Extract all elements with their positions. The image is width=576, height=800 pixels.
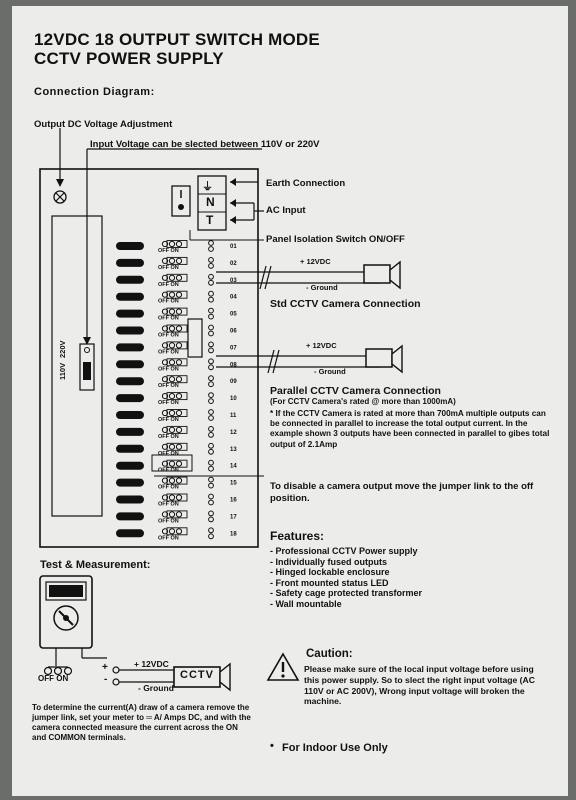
- jumper-link: [167, 291, 187, 298]
- arrow-left-icon: [230, 199, 236, 207]
- jumper-link: [167, 393, 187, 400]
- terminal-screw: [209, 348, 214, 353]
- output-number: 03: [230, 277, 237, 284]
- fuse-13: [116, 445, 144, 453]
- fuse-14: [116, 462, 144, 470]
- jumper-pin: [169, 241, 174, 246]
- output-number: 07: [230, 345, 237, 352]
- feature-item: - Individually fused outputs: [270, 556, 387, 567]
- jumper-pin: [176, 343, 181, 348]
- terminal-screw: [209, 483, 214, 488]
- off-on-label: OFF ON: [158, 332, 179, 339]
- output-number: 01: [230, 244, 237, 250]
- terminal-screw: [209, 443, 214, 448]
- terminal-earth: ⏚: [202, 181, 213, 193]
- jumper-pin: [169, 444, 174, 449]
- jumper-pin: [176, 377, 181, 382]
- test-off-on-label: OFF ON: [38, 674, 69, 683]
- terminal-screw: [209, 247, 214, 252]
- jumper-pin: [169, 326, 174, 331]
- fuse-01: [116, 242, 144, 250]
- fuse-02: [116, 259, 144, 267]
- output-number: 11: [230, 413, 237, 419]
- jumper-pin: [176, 394, 181, 399]
- jumper-pin: [169, 377, 174, 382]
- jumper-pin: [176, 258, 181, 263]
- jumper-pin: [176, 275, 181, 280]
- output-number: 18: [230, 531, 237, 538]
- jumper-pin: [169, 275, 174, 280]
- off-on-label: OFF ON: [158, 467, 179, 474]
- jumper-link: [167, 511, 187, 518]
- terminal-t: T: [206, 213, 214, 227]
- jumper-pin: [169, 495, 174, 500]
- output-number: 08: [230, 362, 237, 369]
- fuse-03: [116, 276, 144, 284]
- panel-switch-label: Panel Isolation Switch ON/OFF: [266, 234, 405, 245]
- output-number: 12: [230, 429, 237, 436]
- jumper-pin: [176, 495, 181, 500]
- camera-icon: [364, 265, 390, 283]
- jumper-link: [167, 325, 187, 332]
- off-on-label: OFF ON: [158, 383, 179, 390]
- jumper-link: [167, 274, 187, 281]
- jumper-link: [167, 410, 187, 417]
- jumper-link: [167, 528, 187, 535]
- output-number: 02: [230, 260, 237, 267]
- arrow-down-icon: [56, 179, 64, 187]
- jumper-pin: [169, 427, 174, 432]
- jumper-pin: [176, 512, 181, 517]
- test-12v-label: + 12VDC: [134, 659, 169, 669]
- fuse-16: [116, 496, 144, 504]
- fuse-08: [116, 360, 144, 368]
- jumper-pin: [176, 326, 181, 331]
- jumper-pin: [169, 512, 174, 517]
- fuse-10: [116, 394, 144, 402]
- terminal-screw: [209, 393, 214, 398]
- jumper-pin: [176, 529, 181, 534]
- jumper-pin: [169, 394, 174, 399]
- terminal-screw: [209, 241, 214, 246]
- feature-item: - Front mounted status LED: [270, 577, 389, 588]
- jumper-link: [167, 257, 187, 264]
- terminal-screw: [209, 517, 214, 522]
- parallel-note: * If the CCTV Camera is rated at more than 700mA multiple outputs can be connected in parallel to increase the total output current. In the example shown 3 outputs have been connected in parallel to gibes total output of 2.1Amp: [270, 409, 550, 449]
- output-number: 06: [230, 328, 237, 335]
- test-plus: +: [102, 662, 108, 673]
- terminal-screw: [209, 511, 214, 516]
- fuse-17: [116, 512, 144, 520]
- jumper-pin: [176, 309, 181, 314]
- fuse-04: [116, 293, 144, 301]
- jumper-link: [167, 308, 187, 315]
- off-on-label: OFF ON: [158, 417, 179, 423]
- fuse-05: [116, 310, 144, 318]
- output-number: 17: [230, 514, 237, 521]
- terminal-screw: [209, 410, 214, 415]
- indoor-marker: •: [270, 740, 274, 752]
- parallel-subtitle: (For CCTV Camera's rated @ more than 1000mA): [270, 397, 456, 406]
- terminal-screw: [209, 382, 214, 387]
- off-on-label: OFF ON: [158, 484, 179, 491]
- jumper-pin: [176, 360, 181, 365]
- terminal-screw: [209, 460, 214, 465]
- terminal-screw: [209, 274, 214, 279]
- parallel-ground-label: - Ground: [314, 367, 346, 376]
- off-on-label: OFF ON: [158, 366, 179, 373]
- fuse-18: [116, 529, 144, 537]
- instruction-sheet: [12, 6, 568, 796]
- terminal-screw: [209, 280, 214, 285]
- off-on-label: OFF ON: [158, 248, 179, 254]
- output-number: 16: [230, 497, 237, 504]
- test-instructions: To determine the current(A) draw of a camera remove the jumper link, set your meter to ═ A/ Amps DC, and with the camera connected measure the current across the ON and COMMON terminals.: [32, 703, 251, 742]
- jumper-pin: [169, 258, 174, 263]
- warning-icon: [266, 652, 300, 682]
- terminal-screw: [209, 376, 214, 381]
- terminal-screw: [209, 427, 214, 432]
- diagram-heading: Connection Diagram:: [34, 86, 155, 98]
- off-on-label: OFF ON: [158, 433, 179, 440]
- terminal-screw: [209, 264, 214, 269]
- feature-item: - Wall mountable: [270, 598, 342, 609]
- off-on-label: OFF ON: [158, 264, 179, 271]
- jumper-link: [167, 494, 187, 501]
- camera-icon: [366, 349, 392, 367]
- output-rows: [116, 241, 237, 542]
- test-heading: Test & Measurement:: [40, 559, 151, 571]
- jumper-pin: [176, 292, 181, 297]
- earth-label: Earth Connection: [266, 178, 346, 189]
- features-heading: Features:: [270, 529, 325, 543]
- arrow-left-icon: [230, 178, 236, 186]
- jumper-pin: [169, 461, 174, 466]
- test-ground-label: - Ground: [138, 683, 174, 693]
- feature-item: - Professional CCTV Power supply: [270, 546, 418, 556]
- output-number: 14: [230, 463, 237, 470]
- terminal-screw: [209, 297, 214, 302]
- terminal-screw: [209, 291, 214, 296]
- jumper-link: [167, 359, 187, 366]
- terminal-screw: [209, 416, 214, 421]
- fuse-15: [116, 479, 144, 487]
- jumper-pin: [169, 410, 174, 415]
- jumper-pin: [169, 343, 174, 348]
- jumper-pin: [176, 478, 181, 483]
- test-cctv-label: CCTV: [180, 669, 214, 681]
- output-number: 05: [230, 311, 237, 318]
- off-on-label: OFF ON: [158, 315, 179, 322]
- jumper-pin: [176, 444, 181, 449]
- off-on-label: OFF ON: [158, 400, 179, 407]
- jumper-pin: [176, 461, 181, 466]
- output-number: 13: [230, 446, 237, 453]
- arrow-left-icon: [230, 216, 236, 224]
- parallel-jumper-bracket: [188, 319, 202, 357]
- jumper-pin: [169, 529, 174, 534]
- fuse-09: [116, 377, 144, 385]
- fuse-11: [116, 411, 144, 419]
- title-line-1: 12VDC 18 OUTPUT SWITCH MODE: [34, 30, 320, 49]
- off-on-label: OFF ON: [158, 349, 179, 356]
- jumper-pin: [169, 309, 174, 314]
- terminal-screw: [209, 359, 214, 364]
- title-line-2: CCTV POWER SUPPLY: [34, 49, 224, 68]
- terminal-screw: [209, 466, 214, 471]
- jumper-link: [167, 241, 187, 248]
- jumper-link: [167, 477, 187, 484]
- off-on-label: OFF ON: [158, 450, 179, 457]
- off-on-label: OFF ON: [158, 501, 179, 508]
- features-list: [270, 546, 422, 609]
- jumper-pin: [176, 427, 181, 432]
- jumper-link: [167, 460, 187, 467]
- jumper-pin: [169, 292, 174, 297]
- terminal-screw: [209, 365, 214, 370]
- jumper-note: To disable a camera output move the jumper link to the off position.: [270, 481, 534, 504]
- jumper-pin: [169, 478, 174, 483]
- ac-input-label: AC Input: [266, 205, 306, 216]
- jumper-link: [167, 342, 187, 349]
- off-on-label: OFF ON: [158, 535, 179, 542]
- std-camera-label: Std CCTV Camera Connection: [270, 298, 421, 310]
- jumper-pin: [176, 241, 181, 246]
- selector-220-label: 220V: [58, 340, 67, 358]
- input-voltage-label: Input Voltage can be slected between 110V or 220V: [90, 139, 320, 150]
- jumper-pin: [176, 410, 181, 415]
- terminal-screw: [209, 399, 214, 404]
- jumper-link: [167, 376, 187, 383]
- caution-text: Please make sure of the local input voltage before using this power supply. So to slect the right input voltage (AC 110V or AC 200V), Wrong input voltage will broken the machine.: [304, 664, 535, 707]
- output-number: 10: [230, 396, 237, 403]
- terminal-screw: [209, 325, 214, 330]
- unit-outline: [40, 169, 258, 547]
- terminal-screw: [209, 331, 214, 336]
- indoor-use-note: For Indoor Use Only: [282, 742, 388, 754]
- off-on-label: OFF ON: [158, 281, 179, 288]
- terminal-screw: [209, 258, 214, 263]
- output-number: 15: [230, 480, 237, 487]
- terminal-screw: [209, 528, 214, 533]
- output-number: 09: [230, 379, 237, 386]
- fuse-06: [116, 327, 144, 335]
- terminal-screw: [209, 449, 214, 454]
- feature-item: - Safety cage protected transformer: [270, 588, 423, 598]
- parallel-12v-label: + 12VDC: [306, 341, 337, 350]
- jumper-pin: [169, 360, 174, 365]
- output-number: 04: [230, 294, 237, 301]
- terminal-screw: [209, 314, 214, 319]
- terminal-screw: [209, 477, 214, 482]
- off-on-label: OFF ON: [158, 298, 179, 305]
- std-12v-label: + 12VDC: [300, 257, 331, 266]
- parallel-title: Parallel CCTV Camera Connection: [270, 385, 441, 397]
- caution-heading: Caution:: [306, 648, 353, 660]
- terminal-screw: [209, 534, 214, 539]
- terminal-screw: [209, 308, 214, 313]
- terminal-screw: [209, 433, 214, 438]
- test-minus: -: [104, 674, 108, 685]
- std-ground-label: - Ground: [306, 283, 338, 292]
- feature-item: - Hinged lockable enclosure: [270, 567, 390, 577]
- off-on-label: OFF ON: [158, 518, 179, 525]
- jumper-link: [167, 426, 187, 433]
- selector-110-label: 110V: [58, 362, 67, 380]
- terminal-n: N: [206, 195, 215, 209]
- fuse-07: [116, 343, 144, 351]
- terminal-screw: [209, 500, 214, 505]
- terminal-screw: [209, 342, 214, 347]
- voltage-adjust-label: Output DC Voltage Adjustment: [34, 119, 173, 130]
- terminal-screw: [209, 494, 214, 499]
- fuse-12: [116, 428, 144, 436]
- jumper-link: [167, 443, 187, 450]
